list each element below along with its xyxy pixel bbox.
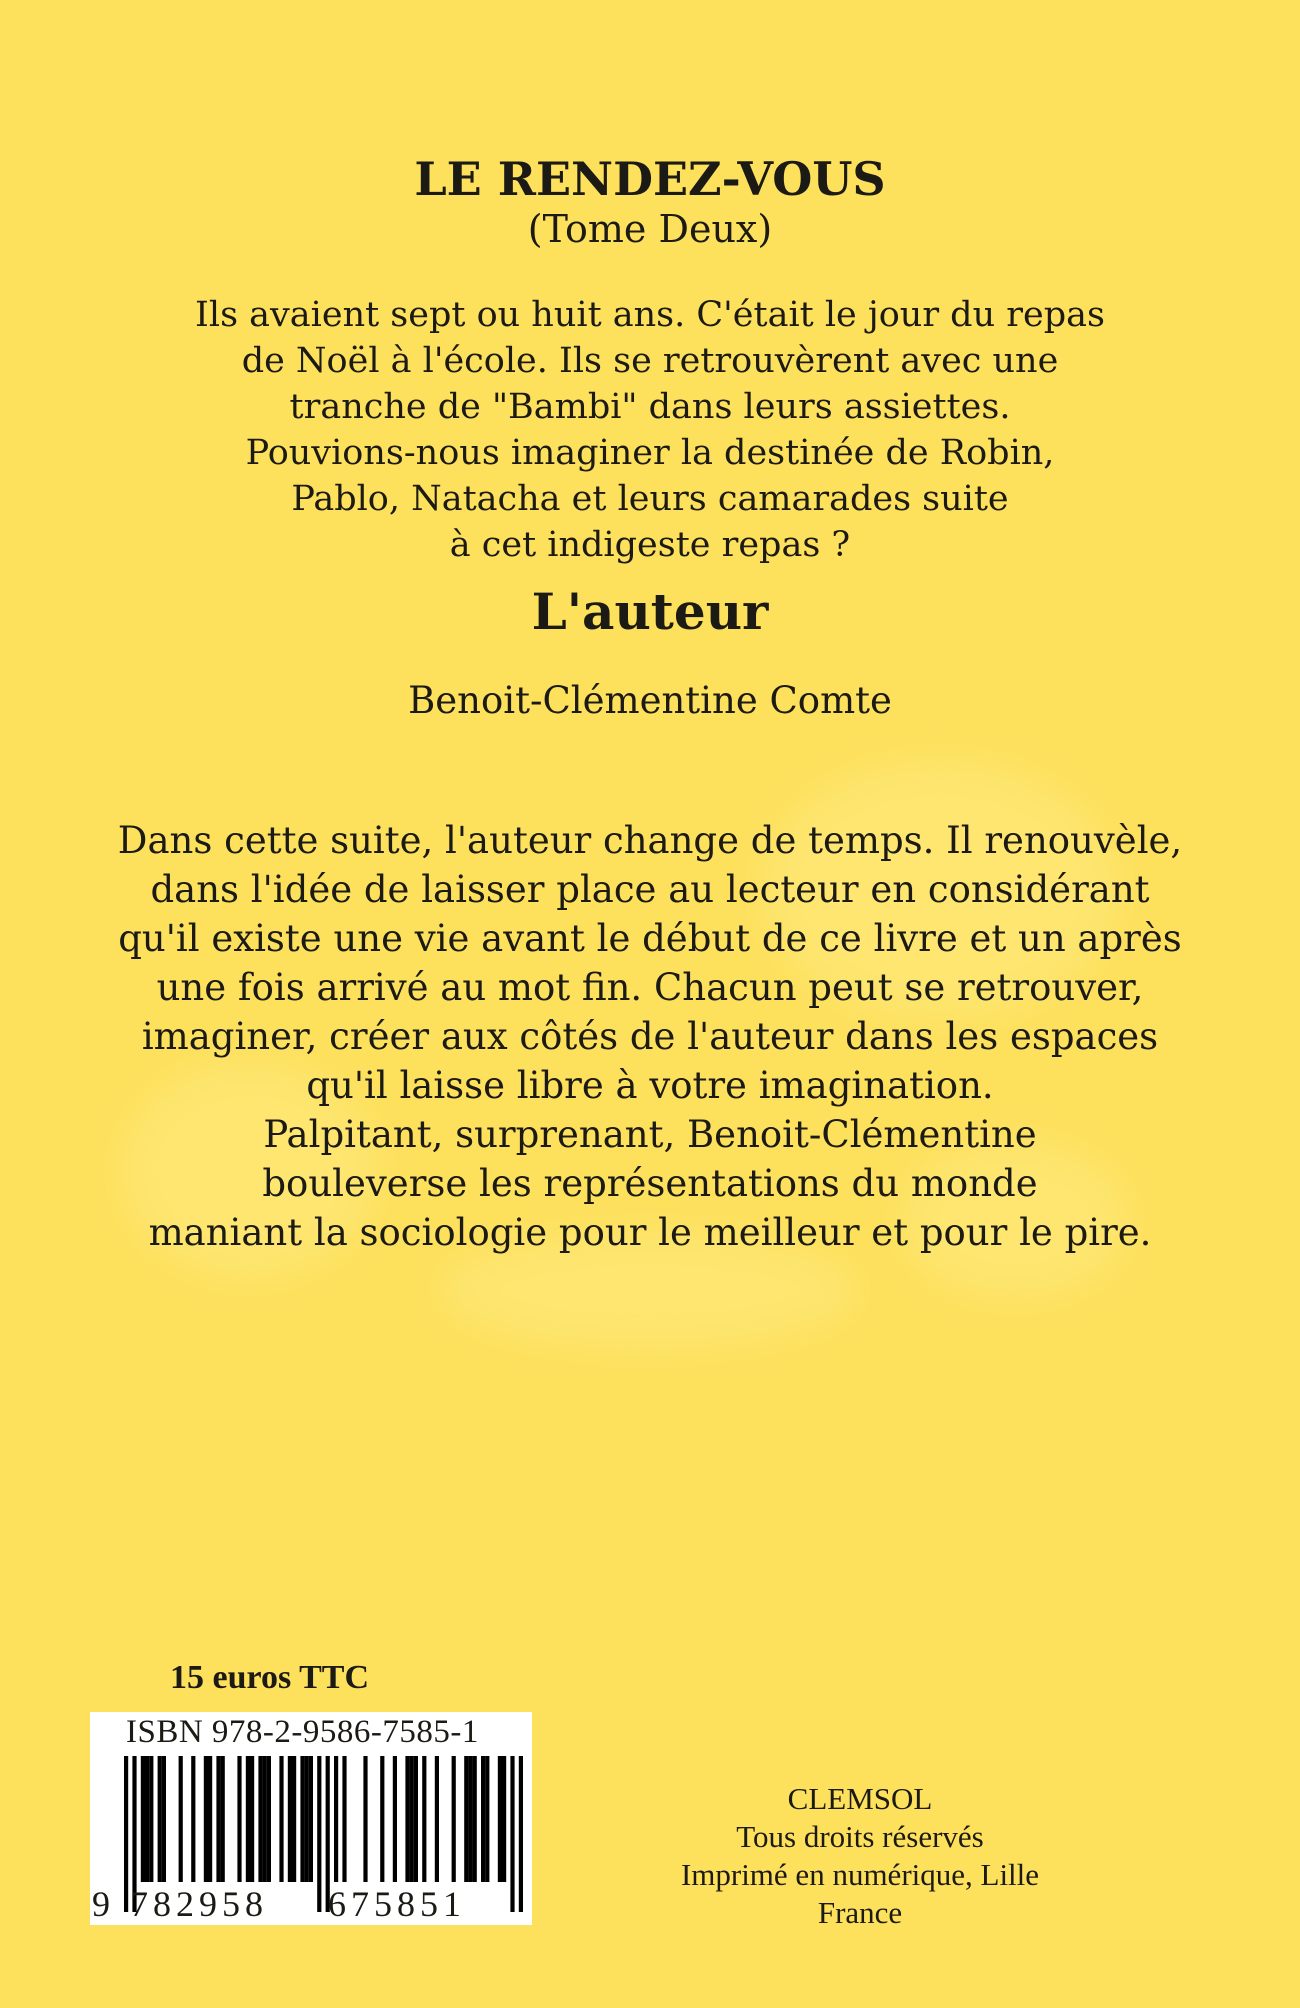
barcode-bar bbox=[149, 1756, 153, 1882]
barcode-bar bbox=[300, 1756, 304, 1882]
barcode-bar bbox=[305, 1756, 309, 1882]
barcode-bar bbox=[216, 1756, 220, 1882]
author-heading: L'auteur bbox=[531, 582, 769, 641]
ean-digits bbox=[90, 1884, 532, 1924]
barcode-bar bbox=[473, 1756, 477, 1882]
synopsis-line: à cet indigeste repas ? bbox=[449, 525, 851, 565]
barcode-bar bbox=[141, 1756, 145, 1882]
barcode-bar bbox=[279, 1756, 283, 1882]
publisher-line: France bbox=[817, 1895, 903, 1930]
barcode-bar bbox=[246, 1756, 250, 1882]
publisher-line: Tous droits réservés bbox=[736, 1819, 984, 1854]
synopsis bbox=[100, 292, 1200, 568]
synopsis-line: Pouvions-nous imaginer la destinée de Robin, bbox=[245, 433, 1055, 473]
book-subtitle: (Tome Deux) bbox=[527, 207, 773, 251]
barcode-bar bbox=[468, 1756, 472, 1882]
barcode-bar bbox=[288, 1756, 292, 1882]
barcode-bar bbox=[502, 1756, 506, 1882]
barcode-bar bbox=[250, 1756, 254, 1882]
description-line: qu'il existe une vie avant le début de ce livre et un après bbox=[118, 917, 1182, 960]
publisher-info bbox=[570, 1780, 1150, 1932]
description-line: imaginer, créer aux côtés de l'auteur dans les espaces bbox=[141, 1015, 1159, 1058]
barcode-bar bbox=[263, 1756, 267, 1882]
description-line: bouleverse les représentations du monde bbox=[262, 1162, 1038, 1205]
barcode-bar bbox=[267, 1756, 271, 1882]
barcode-bar bbox=[414, 1756, 418, 1882]
barcode-bar bbox=[405, 1756, 409, 1882]
synopsis-line: de Noël à l'école. Ils se retrouvèrent avec une bbox=[241, 341, 1059, 381]
isbn-barcode bbox=[90, 1712, 532, 1925]
publisher-line: Imprimé en numérique, Lille bbox=[680, 1857, 1040, 1892]
barcode-bar bbox=[258, 1756, 262, 1882]
barcode-bar bbox=[237, 1756, 241, 1882]
description-line: dans l'idée de laisser place au lecteur en considérant bbox=[150, 868, 1150, 911]
barcode-bar bbox=[410, 1756, 414, 1882]
barcode-bar bbox=[380, 1756, 384, 1882]
description-line: Palpitant, surprenant, Benoit-Clémentine bbox=[263, 1113, 1037, 1156]
book-description bbox=[60, 816, 1240, 1257]
barcode-bar bbox=[221, 1756, 225, 1882]
barcode-bar bbox=[292, 1756, 296, 1882]
barcode-bar bbox=[393, 1756, 397, 1882]
ean-right-group: 675851 bbox=[328, 1884, 466, 1924]
barcode-bar bbox=[179, 1756, 183, 1882]
ean-left-group: 782958 bbox=[130, 1884, 268, 1924]
barcode-bar bbox=[342, 1756, 346, 1882]
barcode-bar bbox=[334, 1756, 338, 1882]
barcode-bar bbox=[162, 1756, 166, 1882]
description-line: Dans cette suite, l'auteur change de temps. Il renouvèle, bbox=[117, 819, 1183, 862]
author-name: Benoit-Clémentine Comte bbox=[408, 679, 892, 722]
description-line: qu'il laisse libre à votre imagination. bbox=[306, 1064, 994, 1107]
synopsis-line: Pablo, Natacha et leurs camarades suite bbox=[291, 479, 1009, 519]
barcode-bar bbox=[435, 1756, 439, 1882]
barcode-bar bbox=[485, 1756, 489, 1882]
barcode-bar bbox=[452, 1756, 456, 1882]
barcode-bar bbox=[481, 1756, 485, 1882]
barcode-bar bbox=[191, 1756, 195, 1882]
barcode-bar bbox=[363, 1756, 367, 1882]
barcode-bar bbox=[309, 1756, 313, 1882]
barcode-bar bbox=[464, 1756, 468, 1882]
barcode-bar bbox=[422, 1756, 426, 1882]
price-label: 15 euros TTC bbox=[170, 1659, 370, 1696]
publisher-line: CLEMSOL bbox=[787, 1781, 933, 1816]
synopsis-line: Ils avaient sept ou huit ans. C'était le jour du repas bbox=[195, 295, 1105, 335]
book-title: LE RENDEZ-VOUS bbox=[414, 152, 886, 206]
isbn-text: ISBN 978-2-9586-7585-1 bbox=[126, 1714, 479, 1750]
barcode-bar bbox=[158, 1756, 162, 1882]
description-line: une fois arrivé au mot fin. Chacun peut se retrouver, bbox=[156, 966, 1144, 1009]
barcode-bar bbox=[204, 1756, 208, 1882]
barcode-bar bbox=[145, 1756, 149, 1882]
barcode-bar bbox=[208, 1756, 212, 1882]
synopsis-line: tranche de "Bambi" dans leurs assiettes. bbox=[289, 387, 1011, 427]
description-line: maniant la sociologie pour le meilleur et pour le pire. bbox=[148, 1211, 1152, 1254]
barcode-bar bbox=[498, 1756, 502, 1882]
ean-first-digit: 9 bbox=[92, 1884, 110, 1924]
